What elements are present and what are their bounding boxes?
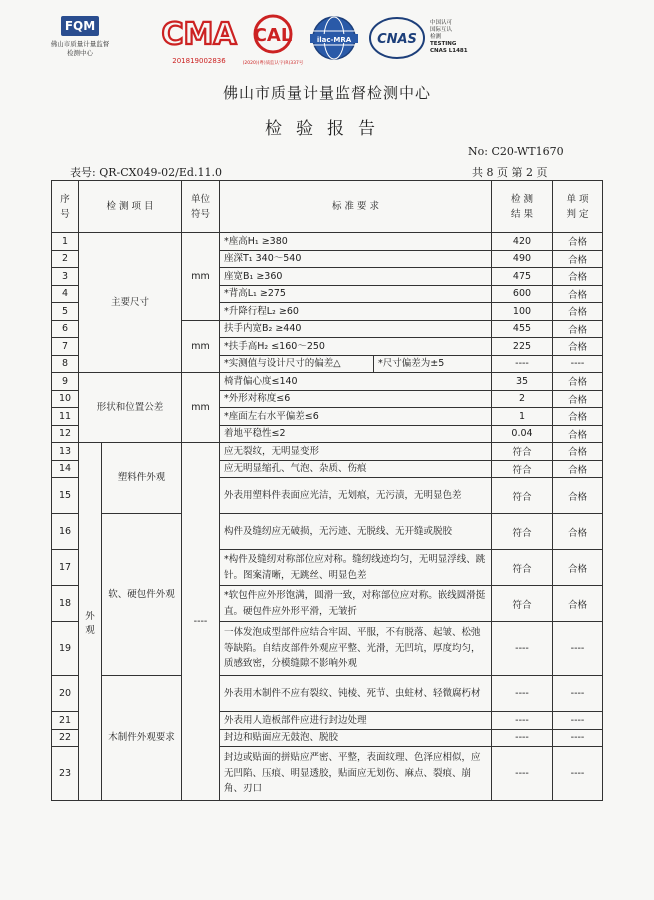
table-cell: 11 <box>52 408 79 426</box>
table-cell: 100 <box>492 303 553 321</box>
table-cell: 合格 <box>553 478 603 514</box>
table-cell: 合格 <box>553 514 603 550</box>
category-shape-position: 形状和位置公差 <box>79 373 182 443</box>
header-item: 检 测 项 目 <box>79 181 182 233</box>
table-cell: 6 <box>52 320 79 338</box>
table-row <box>52 676 603 712</box>
table-cell: 符合 <box>492 460 553 478</box>
table-cell: 椅背偏心度≤140 <box>220 373 492 391</box>
category-soft-hard: 软、硬包件外观 <box>102 514 182 676</box>
table-cell: 225 <box>492 338 553 356</box>
table-cell: 符合 <box>492 550 553 586</box>
table-cell: ---- <box>553 712 603 730</box>
table-cell: 5 <box>52 303 79 321</box>
cnas-mark-icon <box>368 14 426 62</box>
category-wood: 木制件外观要求 <box>102 676 182 801</box>
table-cell: 合格 <box>553 303 603 321</box>
table-cell: 12 <box>52 425 79 443</box>
cal-mark-icon <box>242 14 304 54</box>
table-row: 8 *实测值与设计尺寸的偏差△ *尺寸偏差为±5 ---- ---- <box>52 355 603 373</box>
table-cell: ---- <box>492 747 553 801</box>
table-cell: 符合 <box>492 586 553 622</box>
table-cell: 2 <box>492 390 553 408</box>
table-cell: ---- <box>553 355 603 373</box>
unit-cell: mm <box>182 373 220 443</box>
cnas-caption: 中国认可 国际互认 检测 TESTING CNAS L1481 <box>430 20 468 54</box>
unit-cell: mm <box>182 320 220 373</box>
header-seq: 序 号 <box>52 181 79 233</box>
table-cell: 420 <box>492 233 553 251</box>
table-cell: 1 <box>492 408 553 426</box>
table-cell: 封边和贴面应无鼓泡、脱胶 <box>220 729 492 747</box>
table-cell: *外形对称度≤6 <box>220 390 492 408</box>
cma-number: 201819002836 <box>172 57 226 65</box>
table-cell: 475 <box>492 268 553 286</box>
svg-text:CMA: CMA <box>161 17 237 52</box>
table-cell: 0.04 <box>492 425 553 443</box>
category-appearance: 外观 <box>79 443 102 801</box>
table-cell: 外表用人造板部件应进行封边处理 <box>220 712 492 730</box>
table-cell: ---- <box>492 712 553 730</box>
table-cell: 2 <box>52 250 79 268</box>
header-verdict: 单 项 判 定 <box>553 181 603 233</box>
table-cell: 9 <box>52 373 79 391</box>
table-cell: 座深T₁ 340～540 <box>220 250 492 268</box>
fqm-logo <box>50 16 110 57</box>
table-cell: 35 <box>492 373 553 391</box>
table-cell: 490 <box>492 250 553 268</box>
table-header <box>52 181 603 233</box>
table-cell: 合格 <box>553 373 603 391</box>
table-row <box>52 373 603 391</box>
page-count: 共 8 页 第 2 页 <box>472 166 548 179</box>
form-number: 表号: QR-CX049-02/Ed.11.0 <box>70 166 222 179</box>
fqm-caption: 佛山市质量计量监督检测中心 <box>50 40 110 57</box>
table-cell: 合格 <box>553 425 603 443</box>
svg-text:ilac-MRA: ilac-MRA <box>316 36 352 44</box>
table-cell: *构件及缝纫对称部位应对称。缝纫线迹均匀，无明显浮线、跳针。图案清晰，无跳丝、明显色差 <box>220 550 492 586</box>
table-cell: 23 <box>52 747 79 801</box>
table-cell: 3 <box>52 268 79 286</box>
cal-logo <box>242 14 304 66</box>
category-main-size: 主要尺寸 <box>79 233 182 373</box>
report-number: No: C20-WT1670 <box>468 145 564 158</box>
table-cell: ---- <box>492 355 553 373</box>
fqm-logo-mark: FQM <box>61 16 99 36</box>
table-cell: ---- <box>492 622 553 676</box>
cal-number: (2020)(粤)质监认字(R)337号 <box>242 61 304 66</box>
table-cell: *背高L₁ ≥275 <box>220 285 492 303</box>
table-row <box>52 514 603 550</box>
table-cell: 18 <box>52 586 79 622</box>
table-cell: 4 <box>52 285 79 303</box>
table-cell: 合格 <box>553 285 603 303</box>
table-cell: *座高H₁ ≥380 <box>220 233 492 251</box>
table-cell: 应无裂纹，无明显变形 <box>220 443 492 461</box>
table-cell: *升降行程L₂ ≥60 <box>220 303 492 321</box>
table-cell: ---- <box>553 747 603 801</box>
table-cell: 8 <box>52 355 79 373</box>
table-cell: 座宽B₁ ≥360 <box>220 268 492 286</box>
report-title: 检验报告 <box>265 119 389 139</box>
table-cell: 合格 <box>553 338 603 356</box>
cma-logo <box>160 14 238 65</box>
table-cell: 22 <box>52 729 79 747</box>
table-cell: ---- <box>492 676 553 712</box>
table-cell: *座面左右水平偏差≤6 <box>220 408 492 426</box>
table-cell: 合格 <box>553 586 603 622</box>
table-cell: ---- <box>553 729 603 747</box>
table-cell: 600 <box>492 285 553 303</box>
table-cell: ---- <box>553 676 603 712</box>
ilac-logo <box>305 14 363 66</box>
table-cell: 合格 <box>553 268 603 286</box>
table-cell: 合格 <box>553 550 603 586</box>
table-cell: 外表用木制件不应有裂纹、钝棱、死节、虫蛀材、轻微腐朽材 <box>220 676 492 712</box>
table-cell: 10 <box>52 390 79 408</box>
table-cell: 16 <box>52 514 79 550</box>
table-cell: 1 <box>52 233 79 251</box>
svg-text:CNAS: CNAS <box>377 32 417 47</box>
table-cell: ---- <box>492 729 553 747</box>
header-result: 检 测 结 果 <box>492 181 553 233</box>
header-standard: 标 准 要 求 <box>220 181 492 233</box>
cma-mark-icon <box>160 14 238 52</box>
table-cell: ---- <box>553 622 603 676</box>
table-cell: 构件及缝纫应无破损，无污迹、无脱线、无开缝或脱胶 <box>220 514 492 550</box>
table-cell: 合格 <box>553 408 603 426</box>
table-cell: 符合 <box>492 478 553 514</box>
table-cell: 21 <box>52 712 79 730</box>
logo-strip <box>0 10 654 72</box>
unit-cell: mm <box>182 233 220 321</box>
table-cell: 合格 <box>553 443 603 461</box>
table-cell: 455 <box>492 320 553 338</box>
inspection-table <box>51 180 603 801</box>
svg-text:CAL: CAL <box>253 25 293 46</box>
table-cell: 符合 <box>492 514 553 550</box>
organization-name: 佛山市质量计量监督检测中心 <box>222 84 431 102</box>
unit-cell: ---- <box>182 443 220 801</box>
ilac-globe-icon <box>305 14 363 62</box>
table-cell: 一体发泡成型部件应结合牢固、平服，不有脱落、起皱、松弛等缺陷。自结皮部件外观应平整、光滑，无凹坑，厚度均匀，质感致密，分模缝隙不影响外观 <box>220 622 492 676</box>
table-cell: 合格 <box>553 460 603 478</box>
table-cell: 19 <box>52 622 79 676</box>
table-cell: 17 <box>52 550 79 586</box>
table-cell: 扶手内宽B₂ ≥440 <box>220 320 492 338</box>
table-cell: 符合 <box>492 443 553 461</box>
table-cell: 合格 <box>553 320 603 338</box>
table-cell: 外表用塑料件表面应光洁，无划痕，无污渍，无明显色差 <box>220 478 492 514</box>
table-cell: 合格 <box>553 390 603 408</box>
table-cell: 13 <box>52 443 79 461</box>
table-cell: *扶手高H₂ ≤160～250 <box>220 338 492 356</box>
table-cell: 合格 <box>553 233 603 251</box>
table-cell: 封边或贴面的拼贴应严密、平整，表面纹理、色泽应相似，应无凹陷、压痕、明显透胶，贴面应无划伤、麻点、裂痕、崩角、刃口 <box>220 747 492 801</box>
table-row <box>52 443 603 461</box>
table-row <box>52 233 603 251</box>
table-cell: *软包件应外形饱满，圆滑一致，对称部位应对称。嵌线圆滑挺直。硬包件应外形平滑，无皱折 <box>220 586 492 622</box>
table-cell: 14 <box>52 460 79 478</box>
table-cell: 15 <box>52 478 79 514</box>
table-cell: 7 <box>52 338 79 356</box>
cnas-logo <box>368 14 426 66</box>
table-cell: 合格 <box>553 250 603 268</box>
header-unit: 单位 符号 <box>182 181 220 233</box>
category-plastic: 塑料件外观 <box>102 443 182 514</box>
table-cell: 应无明显缩孔、气泡、杂质、伤痕 <box>220 460 492 478</box>
table-cell: 20 <box>52 676 79 712</box>
table-cell: 着地平稳性≤2 <box>220 425 492 443</box>
